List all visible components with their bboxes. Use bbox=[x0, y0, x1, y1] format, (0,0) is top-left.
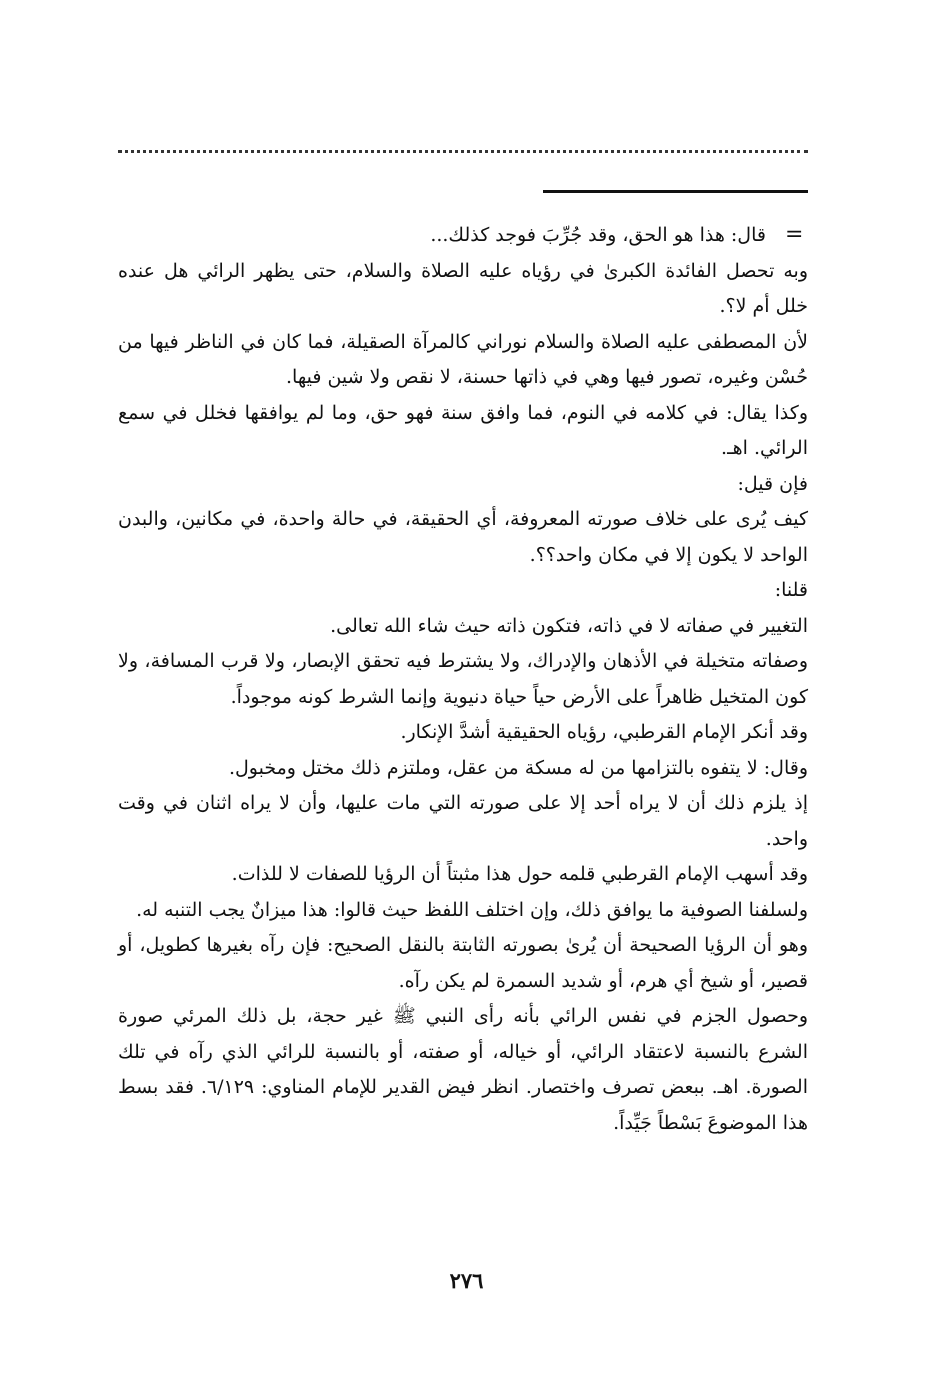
footnote-paragraph: وكذا يقال: في كلامه في النوم، فما وافق سنة فهو حق، وما لم يوافقها فخلل في سمع الرائي. اهـ. bbox=[118, 401, 808, 459]
footnote-rule bbox=[543, 190, 808, 193]
footnote-paragraph: ولسلفنا الصوفية ما يوافق ذلك، وإن اختلف اللفظ حيث قالوا: هذا ميزانٌ يجب التنبه له. bbox=[136, 898, 808, 921]
footnote-paragraph: وبه تحصل الفائدة الكبرىٰ في رؤياه عليه الصلاة والسلام، حتى يظهر الرائي هل عنده خلل أم لا؟. bbox=[118, 259, 808, 317]
footnote-text bbox=[118, 218, 808, 1141]
footnote-paragraph: إذ يلزم ذلك أن لا يراه أحد إلا على صورته التي مات عليها، وأن لا يراه اثنان في وقت واحد. bbox=[118, 792, 808, 850]
footnote-paragraph: وقال: لا يتفوه بالتزامها من له مسكة من عقل، وملتزم ذلك مختل ومخبول. bbox=[228, 756, 808, 779]
footnote-paragraph: وقد أنكر الإمام القرطبي، رؤياه الحقيقية أشدَّ الإنكار. bbox=[400, 721, 808, 743]
footnote-paragraph: وهو أن الرؤيا الصحيحة أن يُرىٰ بصورته الثابتة بالنقل الصحيح: فإن رآه بغيرها كطويل، أو قصير، أو شيخ أي هرم، أو شديد السمرة لم يكن رآه. bbox=[118, 934, 808, 992]
footnote-paragraph: وقد أسهب الإمام القرطبي قلمه حول هذا مثبتاً أن الرؤيا للصفات لا للذات. bbox=[231, 863, 808, 885]
footnote-paragraph: التغيير في صفاته لا في ذاته، فتكون ذاته حيث شاء الله تعالى. bbox=[330, 614, 808, 637]
footnote-paragraph: قال: هذا هو الحق، وقد جُرِّبَ فوجد كذلك... bbox=[430, 224, 766, 246]
continuation-mark: = bbox=[785, 222, 804, 247]
dotted-separator bbox=[118, 150, 808, 153]
footnote-paragraph: كيف يُرى على خلاف صورته المعروفة، أي الحقيقة، في حالة واحدة، في مكانين، والبدن الواحد لا يكون إلا في مكان واحد؟؟. bbox=[118, 508, 808, 566]
page-number: ٢٧٦ bbox=[449, 1268, 484, 1293]
footnote-paragraph: قلنا: bbox=[774, 579, 808, 601]
footnote-paragraph: فإن قيل: bbox=[737, 472, 808, 495]
footnote-paragraph: لأن المصطفى عليه الصلاة والسلام نوراني كالمرآة الصقيلة، فما كان في الناظر فيها من حُسْن وغيره، تصور فيها وهي في ذاتها حسنة، لا نقص ولا شين فيها. bbox=[118, 330, 808, 388]
footnote-paragraph: وحصول الجزم في نفس الرائي بأنه رأى النبي ﷺ غير حجة، بل ذلك المرئي صورة الشرع بالنسبة لاعتقاد الرائي، أو خياله، أو صفته، أو بالنسبة للرائي الذي رآه في تلك الصورة. اهـ. ببعض تصرف واختصار. انظر فيض القدير للإمام المناوي: ٦/١٢٩. فقد بسط هذا الموضوعَ بَسْطاً جَيِّداً. bbox=[118, 1005, 809, 1134]
footnote-paragraph: وصفاته متخيلة في الأذهان والإدراك، ولا يشترط فيه تحقق الإبصار، ولا قرب المسافة، ولا كون المتخيل ظاهراً على الأرض حياً حياة دنيوية وإنما الشرط كونه موجوداً. bbox=[118, 650, 808, 708]
